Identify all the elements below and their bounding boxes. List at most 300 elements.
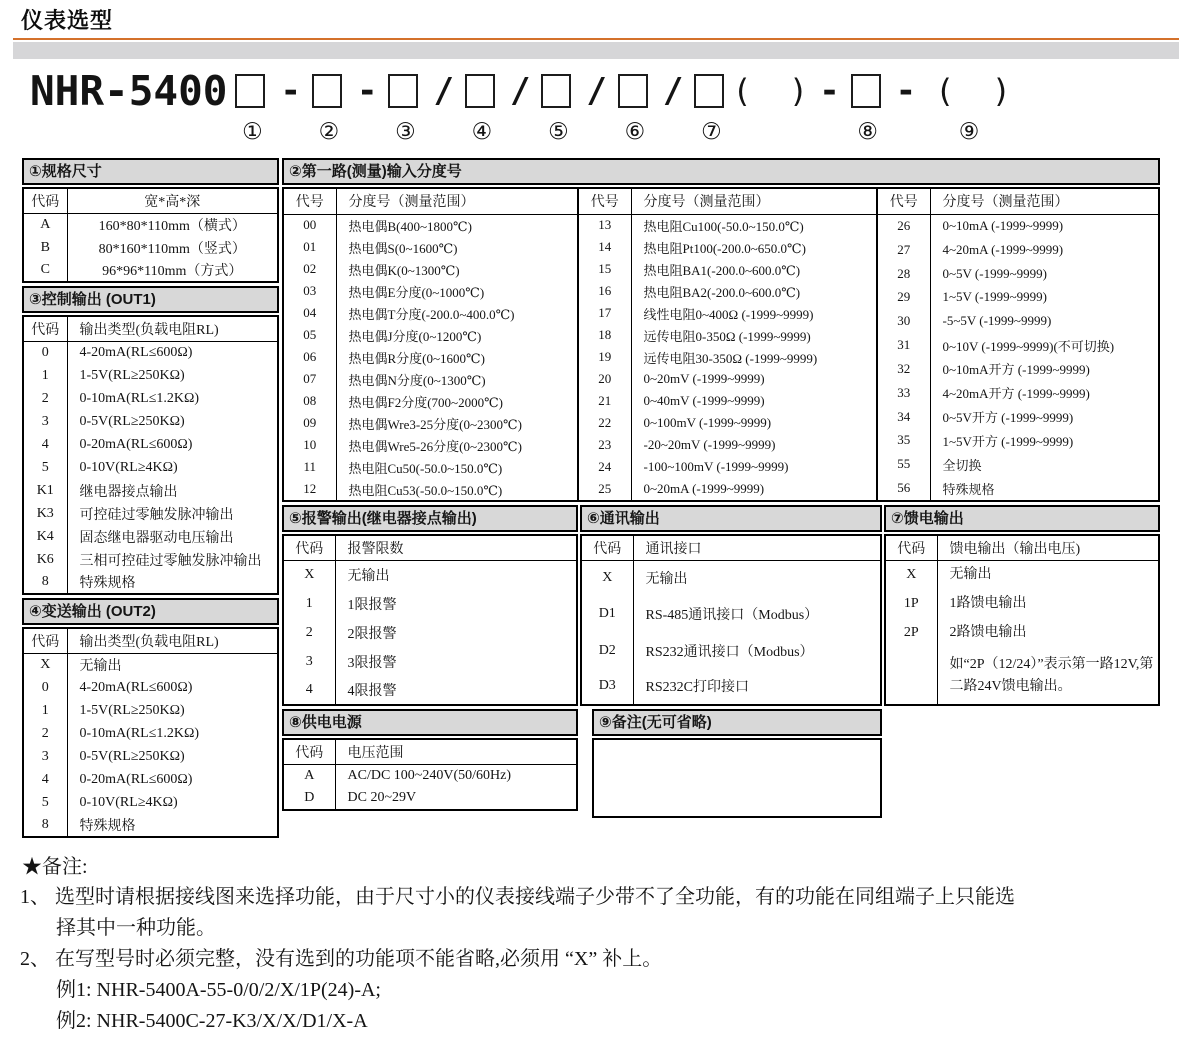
model-slot xyxy=(388,71,422,144)
section-control-output xyxy=(22,286,279,595)
row-code: 13 xyxy=(579,214,631,236)
table-row xyxy=(579,390,876,412)
row-code: 21 xyxy=(579,390,631,412)
table-row xyxy=(878,214,1158,238)
row-desc: 1限报警 xyxy=(347,597,397,613)
row-desc: 热电偶E分度(0~1000℃) xyxy=(348,284,485,300)
table-row xyxy=(579,478,876,500)
model-code-box xyxy=(541,74,571,108)
row-desc: 96*96*110mm（方式） xyxy=(102,264,243,279)
table-row xyxy=(23,236,278,259)
row-code: D3 xyxy=(581,669,633,705)
row-desc: 0~100mV (-1999~9999) xyxy=(643,415,772,430)
table-body xyxy=(878,214,1158,500)
header-row xyxy=(579,189,876,214)
table-row xyxy=(23,548,278,571)
table-row xyxy=(579,368,876,390)
column-header-desc: 通讯接口 xyxy=(633,535,881,560)
table-row xyxy=(579,258,876,280)
table-row xyxy=(23,410,278,433)
row-desc: 0-5V(RL≥250KΩ) xyxy=(79,748,185,764)
row-desc: 160*80*110mm（横式） xyxy=(98,218,246,234)
row-code: 01 xyxy=(284,236,336,258)
model-slot xyxy=(235,71,269,144)
spec-size-table xyxy=(22,187,279,283)
column-header-code: 代码 xyxy=(23,316,67,341)
row-desc: 0~40mV (-1999~9999) xyxy=(643,393,765,408)
row-code: 19 xyxy=(579,346,631,368)
row-code: 27 xyxy=(878,238,930,262)
column-header-code: 代码 xyxy=(23,188,67,213)
remarks-empty-box xyxy=(592,738,882,818)
model-prefix: NHR-5400 xyxy=(30,67,228,115)
row-code: D2 xyxy=(581,633,633,669)
header-row xyxy=(581,535,881,560)
page-title: 仪表选型 xyxy=(21,8,114,33)
row-desc: 0~20mV (-1999~9999) xyxy=(643,371,765,386)
model-code-box xyxy=(851,74,881,108)
model-position-number: ② xyxy=(318,119,340,145)
row-desc: 1-5V(RL≥250KΩ) xyxy=(79,702,185,718)
table-row xyxy=(23,653,278,676)
row-code: 31 xyxy=(878,333,930,357)
column-header-desc: 馈电输出（输出电压) xyxy=(937,535,1159,560)
table-row xyxy=(579,434,876,456)
row-desc: 热电偶N分度(0~1300℃) xyxy=(348,372,486,388)
row-code: 5 xyxy=(23,456,67,479)
graduation-subtable xyxy=(284,189,577,500)
table-row xyxy=(581,669,881,705)
row-code: 8 xyxy=(23,814,67,837)
column-header-code: 代码 xyxy=(581,535,633,560)
row-code xyxy=(885,648,937,705)
table-row xyxy=(284,478,577,500)
row-code: K3 xyxy=(23,502,67,525)
table-row xyxy=(283,647,577,676)
section-remarks xyxy=(592,709,882,818)
row-code: D xyxy=(283,787,335,810)
row-code: A xyxy=(283,764,335,787)
row-desc: 热电阻Cu100(-50.0~150.0℃) xyxy=(643,218,804,234)
row-code: 1 xyxy=(23,699,67,722)
right-column xyxy=(282,158,1160,818)
table-row xyxy=(284,236,577,258)
transmit-output-table xyxy=(22,627,279,838)
model-slot xyxy=(694,71,808,144)
table-row xyxy=(283,560,577,589)
row-code: 16 xyxy=(579,280,631,302)
table-row xyxy=(878,381,1158,405)
graduation-subtable xyxy=(579,189,876,500)
table-row xyxy=(284,434,577,456)
row-desc: 0~10mA (-1999~9999) xyxy=(942,218,1064,234)
row-code: 15 xyxy=(579,258,631,280)
model-slot xyxy=(927,71,1011,144)
row-desc: -100~100mV (-1999~9999) xyxy=(643,459,789,474)
model-position-number: ⑤ xyxy=(548,119,569,145)
row-desc: 远传电阻30-350Ω (-1999~9999) xyxy=(643,350,818,366)
row-desc: DC 20~29V xyxy=(347,790,417,805)
row-desc: 热电偶K(0~1300℃) xyxy=(348,262,460,278)
row-code: X xyxy=(283,560,335,589)
section-title: ⑨备注(无可省略) xyxy=(592,709,882,736)
table-body xyxy=(23,213,278,282)
row-desc: 特殊规格 xyxy=(79,819,136,834)
column-header-code: 代号 xyxy=(579,189,631,214)
row-code: 30 xyxy=(878,309,930,333)
row-desc: 热电偶F2分度(700~2000℃) xyxy=(348,394,503,410)
row-code: C xyxy=(23,259,67,282)
row-code: 33 xyxy=(878,381,930,405)
table-body xyxy=(579,214,876,500)
model-slot-row xyxy=(312,71,342,111)
row-code: 1P xyxy=(885,589,937,618)
section-alarm-output xyxy=(282,505,578,706)
row-code: K1 xyxy=(23,479,67,502)
model-separator: - xyxy=(356,71,378,111)
row-desc: 80*160*110mm（竖式） xyxy=(98,241,246,257)
row-desc: 0~10V (-1999~9999)(不可切换) xyxy=(942,338,1115,354)
row-code: 07 xyxy=(284,368,336,390)
column-header-code: 代码 xyxy=(885,535,937,560)
row-desc: 热电偶J分度(0~1200℃) xyxy=(348,328,482,344)
column-header-code: 代号 xyxy=(284,189,336,214)
table-row xyxy=(579,280,876,302)
column-header-desc: 宽*高*深 xyxy=(67,188,278,213)
accent-divider xyxy=(13,38,1179,40)
row-desc: 无输出 xyxy=(79,658,122,674)
row-code: 1 xyxy=(23,364,67,387)
table-row xyxy=(23,676,278,699)
table-row xyxy=(23,722,278,745)
table-row xyxy=(23,502,278,525)
row-desc: RS232C打印接口 xyxy=(645,680,749,696)
table-row xyxy=(284,280,577,302)
graduation-group-3 xyxy=(876,189,1158,500)
row-code: 28 xyxy=(878,262,930,286)
model-slot xyxy=(465,71,499,144)
row-desc: 热电阻Pt100(-200.0~650.0℃) xyxy=(643,240,806,256)
table-row xyxy=(579,302,876,324)
table-row xyxy=(284,346,577,368)
model-separator: - xyxy=(280,71,301,111)
model-code-box xyxy=(465,74,495,108)
row-code: 18 xyxy=(579,324,631,346)
selection-tables xyxy=(22,158,1160,838)
table-row xyxy=(23,387,278,410)
row-code: 5 xyxy=(23,791,67,814)
row-code: 06 xyxy=(284,346,336,368)
table-row xyxy=(878,405,1158,429)
model-slot-row xyxy=(694,71,808,111)
table-row xyxy=(23,525,278,548)
table-row xyxy=(579,236,876,258)
section-title: ①规格尺寸 xyxy=(22,158,279,185)
table-row xyxy=(878,309,1158,333)
model-slot xyxy=(541,71,575,144)
row-desc: 3限报警 xyxy=(347,655,397,671)
row-desc: 0-10mA(RL≤1.2KΩ) xyxy=(79,725,200,741)
table-row xyxy=(23,479,278,502)
section-title: ⑤报警输出(继电器接点输出) xyxy=(282,505,578,532)
section-title: ⑦馈电输出 xyxy=(884,505,1160,532)
row-code: 2 xyxy=(283,618,335,647)
row-desc: 三相可控硅过零触发脉冲输出 xyxy=(79,553,262,569)
row-desc: 4-20mA(RL≤600Ω) xyxy=(79,679,193,695)
row-code: 25 xyxy=(579,478,631,500)
row-code: 00 xyxy=(284,214,336,236)
column-header-desc: 输出类型(负载电阻RL) xyxy=(67,316,278,341)
footnotes xyxy=(20,852,1159,1037)
model-position-number: ⑦ xyxy=(701,119,722,145)
table-row xyxy=(23,456,278,479)
row-desc: 0-20mA(RL≤600Ω) xyxy=(79,436,193,452)
model-slot-row xyxy=(618,71,648,111)
model-code-box xyxy=(694,74,724,108)
table-row xyxy=(23,699,278,722)
model-position-number: ⑧ xyxy=(857,119,878,145)
table-row xyxy=(284,390,577,412)
row-code: 8 xyxy=(23,571,67,594)
section-communication-output xyxy=(580,505,882,706)
model-slot-row xyxy=(465,71,495,111)
row-desc: 热电偶R分度(0~1600℃) xyxy=(348,350,485,366)
row-code: 55 xyxy=(878,452,930,476)
table-row xyxy=(23,213,278,236)
table-row xyxy=(23,768,278,791)
table-row xyxy=(885,619,1159,648)
row-code: 12 xyxy=(284,478,336,500)
row-code: 35 xyxy=(878,428,930,452)
table-row xyxy=(579,412,876,434)
table-row xyxy=(878,333,1158,357)
column-header-desc: 报警限数 xyxy=(335,535,577,560)
section-title: ⑧供电电源 xyxy=(282,709,578,736)
model-paren: ( ) xyxy=(732,72,809,110)
row-desc: -20~20mV (-1999~9999) xyxy=(643,437,776,452)
column-header-code: 代码 xyxy=(283,739,335,764)
header-row xyxy=(283,739,577,764)
model-position-number: ⑥ xyxy=(624,119,646,145)
row-code: 08 xyxy=(284,390,336,412)
row-desc: 热电偶S(0~1600℃) xyxy=(348,240,458,256)
row-desc: 热电偶Wre3-25分度(0~2300℃) xyxy=(348,416,522,432)
table-row xyxy=(878,262,1158,286)
model-slot xyxy=(312,71,346,144)
header-row xyxy=(878,189,1158,214)
row-desc: 0-5V(RL≥250KΩ) xyxy=(79,413,185,429)
row-code: 1 xyxy=(283,589,335,618)
table-row xyxy=(581,560,881,596)
column-header-code: 代号 xyxy=(878,189,930,214)
row-desc: 0-10V(RL≥4KΩ) xyxy=(79,459,178,475)
row-code: 03 xyxy=(284,280,336,302)
row-code: 4 xyxy=(283,676,335,705)
table-row xyxy=(283,589,577,618)
row-code: 14 xyxy=(579,236,631,258)
table-row xyxy=(579,346,876,368)
table-row xyxy=(283,787,577,810)
row-desc: 0~5V (-1999~9999) xyxy=(942,265,1047,281)
row-desc: 固态继电器驱动电压输出 xyxy=(79,530,234,546)
column-header-code: 代码 xyxy=(23,628,67,653)
header-row xyxy=(23,316,278,341)
graduation-group-1 xyxy=(284,189,577,500)
table-row xyxy=(878,452,1158,476)
column-header-desc: 分度号（测量范围） xyxy=(336,189,577,214)
row-code: 04 xyxy=(284,302,336,324)
notes-lines xyxy=(20,882,1159,1037)
model-slot-row xyxy=(851,71,881,111)
row-code: B xyxy=(23,236,67,259)
graduation-table xyxy=(282,187,1160,502)
bottom-tables-row xyxy=(282,709,1160,818)
row-desc: 0-10V(RL≥4KΩ) xyxy=(79,794,178,810)
row-code: 22 xyxy=(579,412,631,434)
table-row xyxy=(284,214,577,236)
row-code: X xyxy=(23,653,67,676)
row-code: K4 xyxy=(23,525,67,548)
row-desc: 4限报警 xyxy=(347,684,397,699)
header-row xyxy=(23,628,278,653)
section-transmit-output xyxy=(22,598,279,838)
row-code: 05 xyxy=(284,324,336,346)
row-desc: 热电偶T分度(-200.0~400.0℃) xyxy=(348,306,515,322)
section-title: ②第一路(测量)输入分度号 xyxy=(282,158,1160,185)
row-code: 0 xyxy=(23,676,67,699)
table-row xyxy=(878,357,1158,381)
row-code: 32 xyxy=(878,357,930,381)
table-row xyxy=(878,428,1158,452)
model-slot-row xyxy=(388,71,418,111)
column-header-code: 代码 xyxy=(283,535,335,560)
table-body xyxy=(23,341,278,594)
gray-divider-bar xyxy=(13,42,1179,59)
row-desc: 特殊规格 xyxy=(79,576,136,591)
communication-output-table xyxy=(580,534,882,706)
table-row xyxy=(23,364,278,387)
table-row xyxy=(579,214,876,236)
model-paren: ( ) xyxy=(935,72,1011,110)
note-line: 1、 选型时请根据接线图来选择功能，由于尺寸小的仪表接线端子少带不了全功能，有的功能在同组端子上只能选 xyxy=(20,886,1015,908)
notes-header-label: 备注: xyxy=(42,856,88,878)
row-desc: 无输出 xyxy=(645,572,688,588)
row-desc: 0~20mA (-1999~9999) xyxy=(643,481,765,496)
model-slot xyxy=(618,71,652,144)
table-row xyxy=(579,456,876,478)
row-desc: 远传电阻0-350Ω (-1999~9999) xyxy=(643,328,811,344)
row-desc: 1~5V开方 (-1999~9999) xyxy=(942,433,1074,449)
power-supply-table xyxy=(282,738,578,811)
model-code-box xyxy=(388,74,418,108)
row-desc: 热电阻BA1(-200.0~600.0℃) xyxy=(643,262,801,278)
model-code-box xyxy=(312,74,342,108)
left-column xyxy=(22,158,279,838)
row-desc: 0~10mA开方 (-1999~9999) xyxy=(942,362,1090,378)
row-code: 24 xyxy=(579,456,631,478)
control-output-table xyxy=(22,315,279,595)
row-code: X xyxy=(885,560,937,589)
row-desc: RS232通讯接口（Modbus） xyxy=(645,644,814,660)
row-desc: 4~20mA开方 (-1999~9999) xyxy=(942,386,1090,402)
row-desc: 4-20mA(RL≤600Ω) xyxy=(79,344,193,360)
row-desc: 可控硅过零触发脉冲输出 xyxy=(79,507,234,523)
table-row xyxy=(284,368,577,390)
table-row xyxy=(581,633,881,669)
table-row xyxy=(885,560,1159,589)
row-desc: 0-10mA(RL≤1.2KΩ) xyxy=(79,390,200,406)
graduation-subtable xyxy=(878,189,1158,500)
model-separator: / xyxy=(509,71,531,111)
table-row xyxy=(284,324,577,346)
table-row xyxy=(283,676,577,705)
row-desc: 如“2P（12/24）”表示第一路12V,第二路24V馈电输出。 xyxy=(949,656,1154,694)
header-row xyxy=(885,535,1159,560)
row-code: A xyxy=(23,213,67,236)
row-desc: AC/DC 100~240V(50/60Hz) xyxy=(347,767,512,783)
middle-tables-row xyxy=(282,505,1160,706)
table-row xyxy=(885,648,1159,705)
table-body xyxy=(284,214,577,500)
column-header-desc: 电压范围 xyxy=(335,739,577,764)
model-code-box xyxy=(235,74,265,108)
model-slot-row xyxy=(235,71,265,111)
column-header-desc: 分度号（测量范围） xyxy=(631,189,876,214)
row-code: 3 xyxy=(23,410,67,433)
model-position-number: ③ xyxy=(395,119,416,145)
row-desc: 热电阻Cu50(-50.0~150.0℃) xyxy=(348,460,503,476)
row-desc: 无输出 xyxy=(347,568,390,584)
table-row xyxy=(581,596,881,632)
model-slot-row xyxy=(927,71,1011,111)
row-code: 4 xyxy=(23,768,67,791)
section-title: ③控制输出 (OUT1) xyxy=(22,286,279,313)
row-desc: 线性电阻0~400Ω (-1999~9999) xyxy=(643,306,814,322)
table-row xyxy=(878,476,1158,500)
row-desc: 无输出 xyxy=(949,566,992,582)
row-desc: 1路馈电输出 xyxy=(949,595,1027,611)
row-code: 2 xyxy=(23,387,67,410)
table-body xyxy=(283,560,577,705)
row-desc: 特殊规格 xyxy=(942,481,995,497)
table-row xyxy=(579,324,876,346)
row-code: 17 xyxy=(579,302,631,324)
row-code: 3 xyxy=(283,647,335,676)
note-line: 例2: NHR-5400C-27-K3/X/X/D1/X-A xyxy=(56,1010,368,1032)
section-spec-size xyxy=(22,158,279,283)
alarm-output-table xyxy=(282,534,578,706)
table-row xyxy=(284,456,577,478)
model-code-box xyxy=(618,74,648,108)
row-desc: 全切换 xyxy=(942,457,982,473)
row-desc: 0-20mA(RL≤600Ω) xyxy=(79,771,193,787)
model-separator: / xyxy=(662,71,684,111)
table-row xyxy=(284,412,577,434)
model-position-number: ⑨ xyxy=(958,119,980,145)
table-row xyxy=(878,285,1158,309)
row-code: 34 xyxy=(878,405,930,429)
model-position-number: ① xyxy=(242,119,263,145)
row-code: 2 xyxy=(23,722,67,745)
star-icon: ★ xyxy=(22,856,42,878)
row-desc: 热电偶B(400~1800℃) xyxy=(348,218,472,234)
model-position-number: ④ xyxy=(471,119,493,145)
section-title: ④变送输出 (OUT2) xyxy=(22,598,279,625)
table-row xyxy=(23,433,278,456)
row-desc: 热电阻Cu53(-50.0~150.0℃) xyxy=(348,482,503,498)
row-desc: 2路馈电输出 xyxy=(949,625,1027,641)
row-code: 2P xyxy=(885,619,937,648)
